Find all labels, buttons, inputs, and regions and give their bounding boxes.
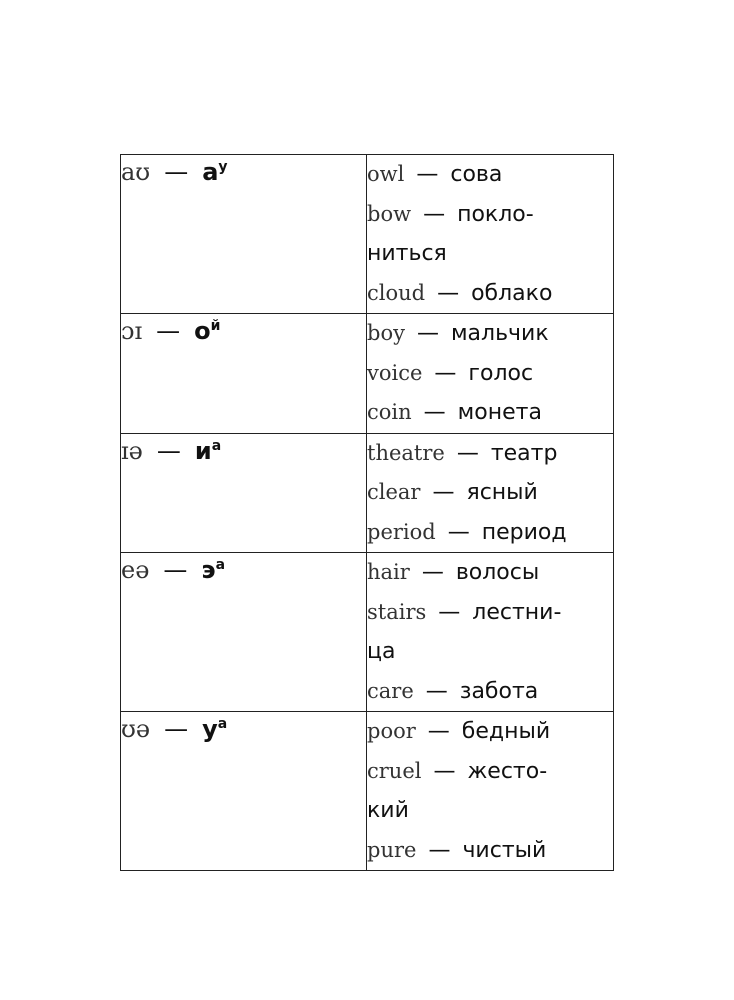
russian-letter: у	[202, 715, 218, 743]
sound-cell	[121, 712, 367, 871]
dash: —	[428, 837, 451, 863]
russian-translation: облако	[471, 280, 553, 306]
ipa-symbol: eə	[121, 556, 150, 584]
russian-translation: сова	[450, 162, 503, 187]
dash: —	[156, 317, 181, 345]
example-line	[367, 791, 613, 831]
dash: —	[164, 715, 189, 743]
english-word: stairs	[367, 599, 427, 624]
english-word: cruel	[367, 758, 422, 783]
table-body	[121, 155, 614, 871]
dash: —	[437, 280, 460, 306]
ipa-symbol: ɔɪ	[121, 317, 143, 345]
sound-cell	[121, 553, 367, 712]
table-row	[121, 314, 614, 434]
example-line	[367, 195, 613, 235]
russian-translation: покло-	[457, 201, 534, 227]
dash: —	[433, 758, 456, 784]
dash: —	[164, 158, 189, 186]
table-row	[121, 155, 614, 314]
dash: —	[163, 556, 188, 584]
example-line	[367, 632, 613, 672]
english-word: voice	[367, 360, 423, 385]
example-line	[367, 314, 613, 354]
russian-translation: театр	[490, 440, 558, 466]
dash: —	[156, 436, 181, 465]
example-line	[367, 553, 613, 593]
russian-translation: лестни-	[472, 599, 562, 625]
dash: —	[416, 321, 439, 346]
sound-line	[121, 426, 366, 466]
table-row	[121, 712, 614, 871]
russian-translation: забота	[459, 678, 539, 704]
dash: —	[427, 719, 450, 744]
english-word: owl	[367, 162, 405, 186]
russian-translation: бедный	[461, 719, 551, 744]
dash: —	[423, 201, 446, 227]
example-line	[367, 593, 613, 633]
dash: —	[421, 560, 444, 585]
russian-translation: мальчик	[450, 321, 549, 346]
russian-translation: жесто-	[467, 758, 548, 784]
english-word: period	[367, 519, 436, 544]
russian-letter: и	[194, 436, 212, 465]
examples-cell	[367, 314, 614, 434]
sound-cell	[121, 314, 367, 434]
russian-superscript: а	[211, 437, 222, 454]
dash: —	[423, 400, 446, 425]
example-line	[367, 712, 613, 752]
english-word: care	[367, 678, 414, 703]
sound-line	[121, 545, 366, 585]
sound-cell	[121, 155, 367, 314]
example-line	[367, 274, 613, 314]
dash: —	[438, 599, 461, 625]
russian-translation: чистый	[462, 837, 547, 863]
russian-translation: ца	[367, 639, 396, 664]
dash: —	[447, 519, 470, 545]
english-word: hair	[367, 560, 410, 584]
russian-superscript: й	[210, 318, 221, 334]
example-line	[367, 354, 613, 394]
english-word: coin	[367, 400, 412, 424]
russian-translation: голос	[468, 360, 534, 386]
example-line	[367, 155, 613, 195]
russian-translation: ясный	[466, 480, 538, 505]
english-word: poor	[367, 719, 416, 743]
example-line	[367, 672, 613, 712]
ipa-symbol: ʊə	[121, 715, 151, 743]
examples-cell	[367, 712, 614, 871]
table-row	[121, 553, 614, 712]
sound-cell	[121, 433, 367, 553]
dash: —	[425, 678, 448, 704]
sound-line	[121, 147, 366, 187]
english-word: bow	[367, 201, 412, 226]
english-word: boy	[367, 321, 405, 345]
russian-translation: монета	[457, 400, 542, 425]
example-line	[367, 513, 613, 553]
russian-letter: э	[201, 556, 216, 584]
examples-cell	[367, 155, 614, 314]
dash: —	[456, 440, 479, 466]
russian-superscript: а	[215, 557, 226, 573]
english-word: cloud	[367, 280, 426, 305]
russian-translation: период	[481, 519, 567, 545]
example-line	[367, 434, 613, 474]
russian-letter: а	[202, 158, 219, 186]
english-word: clear	[367, 480, 421, 504]
dash: —	[416, 162, 439, 187]
examples-cell	[367, 553, 614, 712]
sound-line	[121, 306, 366, 346]
english-word: theatre	[367, 440, 445, 465]
english-word: pure	[367, 837, 417, 862]
dash: —	[434, 360, 457, 386]
example-line	[367, 752, 613, 792]
russian-letter: о	[194, 317, 211, 345]
example-line	[367, 234, 613, 274]
sound-line	[121, 704, 366, 744]
table-row	[121, 433, 614, 553]
example-line	[367, 393, 613, 433]
russian-translation: волосы	[455, 560, 540, 585]
russian-translation: ниться	[367, 241, 447, 266]
diphthong-table	[120, 154, 614, 871]
russian-superscript: у	[218, 159, 228, 175]
example-line	[367, 831, 613, 871]
ipa-symbol: ɪə	[121, 436, 143, 465]
ipa-symbol: aʊ	[121, 158, 151, 186]
examples-cell	[367, 433, 614, 553]
example-line	[367, 473, 613, 513]
dash: —	[432, 480, 455, 505]
russian-superscript: а	[217, 716, 228, 732]
russian-translation: кий	[367, 798, 409, 823]
